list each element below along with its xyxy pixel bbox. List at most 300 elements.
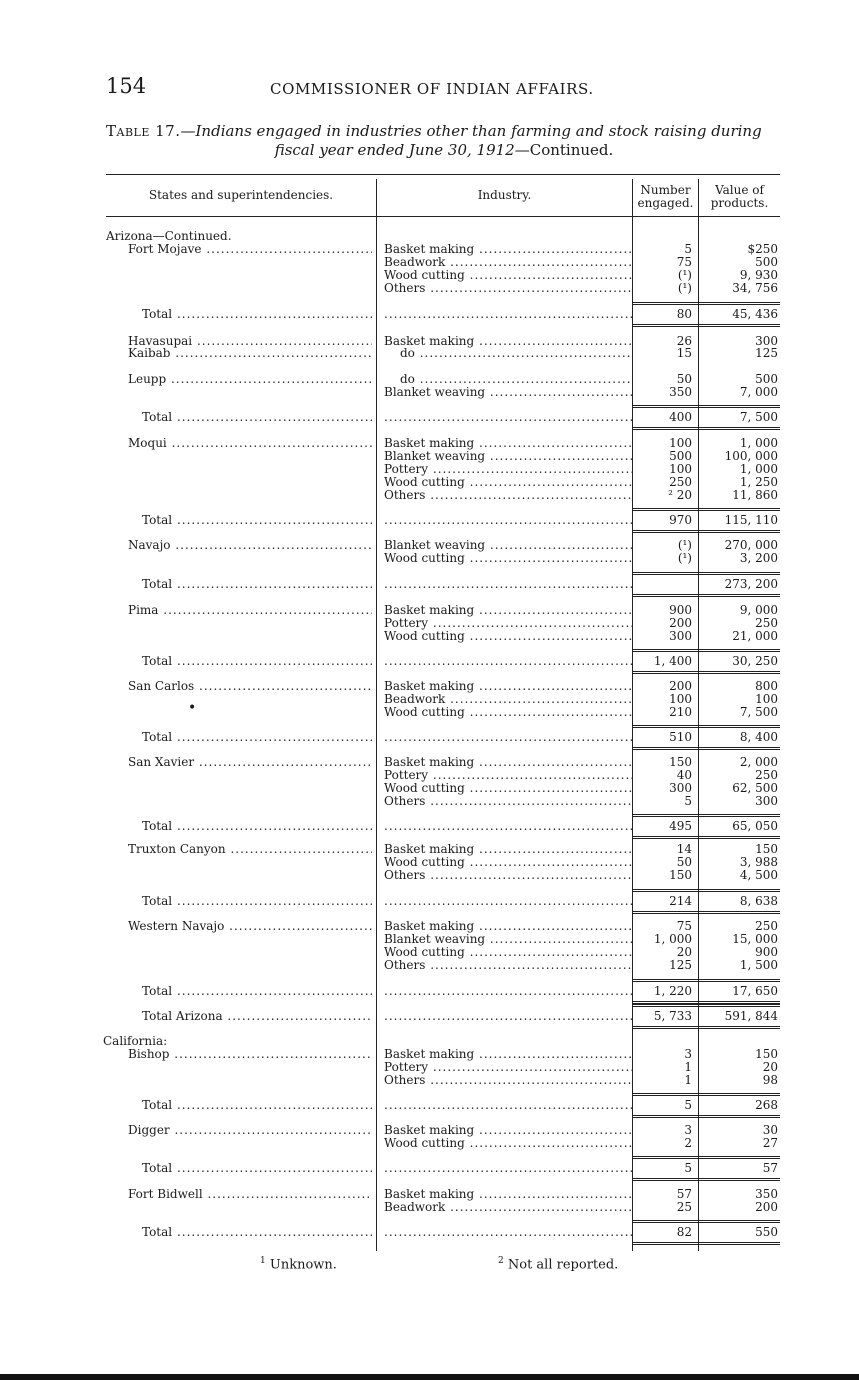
cell-number-engaged: 100 (669, 437, 692, 450)
cell-industry (384, 820, 632, 833)
cell-state: San Xavier ..... (128, 756, 372, 769)
cell-industry: Basket making ..... (384, 243, 632, 256)
table-row (0, 243, 859, 256)
total-double-rule (632, 1220, 780, 1221)
cell-value-of-products: 7, 500 (739, 411, 778, 424)
cell-number-engaged: 3 (684, 1124, 692, 1137)
cell-number-engaged: 200 (669, 617, 692, 630)
table-row (0, 959, 859, 972)
cell-industry: Basket making ..... (384, 335, 632, 348)
total-double-rule (632, 889, 780, 890)
footnote-1 (260, 1256, 337, 1272)
table-row (0, 769, 859, 782)
cell-industry: Wood cutting ..... (384, 269, 632, 282)
running-head: COMMISSIONER OF INDIAN AFFAIRS. (270, 80, 594, 98)
total-double-rule (632, 1004, 780, 1005)
cell-value-of-products: 2, 000 (739, 756, 778, 769)
cell-state: Total ..... (142, 411, 372, 424)
table-row (0, 843, 859, 856)
total-double-rule (632, 1242, 780, 1243)
table-row (0, 920, 859, 933)
table-row (0, 946, 859, 959)
cell-number-engaged: 25 (676, 1201, 692, 1214)
cell-value-of-products: 150 (755, 1048, 778, 1061)
cell-state: Total ..... (142, 1226, 372, 1239)
total-double-rule (632, 324, 780, 325)
cell-industry: Wood cutting ..... (384, 1137, 632, 1150)
table-row (0, 731, 859, 744)
cell-state: Western Navajo ..... (128, 920, 372, 933)
cell-value-of-products: 591, 844 (724, 1010, 778, 1023)
total-double-rule (632, 979, 780, 980)
cell-state: Total ..... (142, 514, 372, 527)
total-double-rule (632, 530, 780, 531)
cell-number-engaged: 14 (676, 843, 692, 856)
cell-industry: do ..... (400, 347, 632, 360)
cell-value-of-products: 115, 110 (724, 514, 778, 527)
total-double-rule (632, 1180, 780, 1181)
cell-industry (384, 985, 632, 998)
total-double-rule (632, 649, 780, 650)
total-double-rule (632, 510, 780, 511)
table-row (0, 411, 859, 424)
cell-number-engaged: 75 (676, 256, 692, 269)
cell-value-of-products: 200 (755, 1201, 778, 1214)
total-double-rule (632, 407, 780, 408)
table-row (0, 256, 859, 269)
cell-state: San Carlos ..... (128, 680, 372, 693)
total-double-rule (632, 838, 780, 839)
table-row (0, 706, 859, 719)
cell-value-of-products: 7, 500 (739, 706, 778, 719)
table-row (0, 552, 859, 565)
cell-industry: Wood cutting ..... (384, 946, 632, 959)
cell-number-engaged: 50 (676, 373, 692, 386)
cell-industry (384, 411, 632, 424)
cell-state: Total ..... (142, 895, 372, 908)
table-row (0, 269, 859, 282)
cell-number-engaged: 82 (676, 1226, 692, 1239)
cell-industry: Basket making ..... (384, 604, 632, 617)
cell-state: California: (103, 1035, 168, 1048)
table-row (0, 1099, 859, 1112)
cell-state: Fort Mojave ..... (128, 243, 372, 256)
cell-value-of-products: 8, 400 (739, 731, 778, 744)
total-double-rule (632, 1115, 780, 1116)
header-value-line2: products. (710, 196, 769, 210)
footnote-1-text: Unknown. (269, 1257, 337, 1273)
cell-number-engaged: 5 (684, 1162, 692, 1175)
cell-number-engaged: 75 (676, 920, 692, 933)
total-double-rule (632, 596, 780, 597)
total-double-rule (632, 727, 780, 728)
cell-value-of-products: 300 (755, 795, 778, 808)
table-row (0, 869, 859, 882)
cell-industry: Blanket weaving ..... (384, 386, 632, 399)
table-row (0, 373, 859, 386)
cell-state: Total ..... (142, 578, 372, 591)
cell-industry: Beadwork ..... (384, 256, 632, 269)
cell-value-of-products: 45, 436 (732, 308, 778, 321)
cell-industry (384, 308, 632, 321)
cell-value-of-products: 250 (755, 617, 778, 630)
cell-value-of-products: 9, 930 (739, 269, 778, 282)
cell-industry: Wood cutting ..... (384, 706, 632, 719)
cell-value-of-products: 550 (755, 1226, 778, 1239)
header-value-line1: Value of (715, 183, 764, 197)
cell-value-of-products: 15, 000 (732, 933, 778, 946)
table-row (0, 1074, 859, 1087)
caption-italic-line1: —Indians engaged in industries other than farming and stock raising during (180, 122, 762, 140)
cell-industry (384, 731, 632, 744)
total-double-rule (632, 911, 780, 912)
table-row (0, 795, 859, 808)
caption-suffix: —Continued. (514, 141, 614, 159)
cell-value-of-products: 500 (755, 256, 778, 269)
total-double-rule (632, 671, 780, 672)
total-double-rule (632, 1001, 780, 1002)
cell-number-engaged: 150 (669, 756, 692, 769)
table-row (0, 308, 859, 321)
table-row (0, 386, 859, 399)
cell-number-engaged: 500 (669, 450, 692, 463)
total-double-rule (632, 749, 780, 750)
cell-number-engaged: 100 (669, 693, 692, 706)
total-double-rule (632, 981, 780, 982)
cell-value-of-products: 9, 000 (739, 604, 778, 617)
total-double-rule (632, 1093, 780, 1094)
cell-value-of-products: 300 (755, 335, 778, 348)
cell-value-of-products: 1, 000 (739, 437, 778, 450)
cell-value-of-products: $250 (747, 243, 778, 256)
cell-value-of-products: 800 (755, 680, 778, 693)
cell-industry: Basket making ..... (384, 1048, 632, 1061)
total-double-rule (632, 891, 780, 892)
cell-value-of-products: 17, 650 (732, 985, 778, 998)
cell-industry: Pottery ..... (384, 463, 632, 476)
cell-number-engaged: 214 (669, 895, 692, 908)
cell-number-engaged: 5 (684, 1099, 692, 1112)
cell-number-engaged: 900 (669, 604, 692, 617)
cell-state: Total ..... (142, 820, 372, 833)
table-row (0, 820, 859, 833)
total-double-rule (632, 1026, 780, 1027)
table-row (0, 856, 859, 869)
total-double-rule (632, 1178, 780, 1179)
cell-state: Havasupai ..... (128, 335, 372, 348)
total-double-rule (632, 304, 780, 305)
table-row (0, 895, 859, 908)
table-row (0, 630, 859, 643)
cell-value-of-products: 34, 756 (732, 282, 778, 295)
header-number-line2: engaged. (637, 196, 694, 210)
cell-value-of-products: 65, 050 (732, 820, 778, 833)
table-row (0, 1201, 859, 1214)
cell-industry: Wood cutting ..... (384, 630, 632, 643)
cell-industry: Basket making ..... (384, 1124, 632, 1137)
total-double-rule (632, 326, 780, 327)
cell-state: Arizona—Continued. (106, 230, 232, 243)
table-row (0, 756, 859, 769)
header-bottom-rule (106, 216, 780, 217)
total-double-rule (632, 1244, 780, 1245)
cell-industry: Basket making ..... (384, 756, 632, 769)
cell-number-engaged: 50 (676, 856, 692, 869)
cell-state: Total ..... (142, 1099, 372, 1112)
total-double-rule (632, 816, 780, 817)
table-row (0, 693, 859, 706)
total-double-rule (632, 1006, 780, 1007)
stray-dot-mark: • (188, 700, 197, 716)
cell-value-of-products: 350 (755, 1188, 778, 1201)
cell-industry (384, 895, 632, 908)
table-row (0, 655, 859, 668)
cell-industry (384, 655, 632, 668)
table-row (0, 617, 859, 630)
cell-value-of-products: 270, 000 (724, 539, 778, 552)
cell-number-engaged: 2 (684, 1137, 692, 1150)
table-row (0, 1010, 859, 1023)
total-double-rule (632, 532, 780, 533)
table-row (0, 680, 859, 693)
cell-value-of-products: 57 (762, 1162, 778, 1175)
table-row (0, 476, 859, 489)
table-row (0, 463, 859, 476)
cell-value-of-products: 3, 200 (739, 552, 778, 565)
cell-number-engaged: 3 (684, 1048, 692, 1061)
cell-number-engaged: 125 (669, 959, 692, 972)
cell-value-of-products: 7, 000 (739, 386, 778, 399)
table-row (0, 489, 859, 502)
table-row (0, 514, 859, 527)
cell-number-engaged: (¹) (677, 282, 692, 295)
cell-value-of-products: 100, 000 (724, 450, 778, 463)
cell-industry: Others ..... (384, 959, 632, 972)
cell-value-of-products: 4, 500 (739, 869, 778, 882)
cell-state: Total ..... (142, 308, 372, 321)
cell-number-engaged: 80 (676, 308, 692, 321)
footnote-2 (498, 1256, 618, 1272)
cell-industry: Wood cutting ..... (384, 552, 632, 565)
cell-number-engaged: 5 (684, 795, 692, 808)
cell-industry: Others ..... (384, 489, 632, 502)
header-states: States and superintendencies. (148, 188, 334, 202)
cell-number-engaged: 1, 000 (653, 933, 692, 946)
total-double-rule (632, 427, 780, 428)
cell-industry: Basket making ..... (384, 1188, 632, 1201)
cell-number-engaged: 400 (669, 411, 692, 424)
footnote-1-mark: 1 (260, 1256, 266, 1266)
table-row (0, 1137, 859, 1150)
total-double-rule (632, 429, 780, 430)
cell-number-engaged: 40 (676, 769, 692, 782)
table-row (0, 450, 859, 463)
cell-number-engaged: 150 (669, 869, 692, 882)
cell-industry: Pottery ..... (384, 617, 632, 630)
cell-number-engaged: 250 (669, 476, 692, 489)
cell-value-of-products: 8, 638 (739, 895, 778, 908)
cell-number-engaged: 15 (676, 347, 692, 360)
cell-number-engaged: 1 (684, 1074, 692, 1087)
cell-value-of-products: 3, 988 (739, 856, 778, 869)
cell-state: Total ..... (142, 985, 372, 998)
total-double-rule (632, 508, 780, 509)
table-row (0, 1226, 859, 1239)
cell-value-of-products: 11, 860 (732, 489, 778, 502)
cell-value-of-products: 500 (755, 373, 778, 386)
cell-industry: Basket making ..... (384, 437, 632, 450)
cell-number-engaged: 20 (676, 946, 692, 959)
footnote-2-text: Not all reported. (507, 1257, 619, 1273)
table-row (0, 578, 859, 591)
total-double-rule (632, 1156, 780, 1157)
header-value (699, 184, 780, 210)
table-row (0, 1162, 859, 1175)
cell-number-engaged: 210 (669, 706, 692, 719)
cell-number-engaged: 1 (684, 1061, 692, 1074)
cell-value-of-products: 268 (755, 1099, 778, 1112)
page-number: 154 (106, 74, 147, 98)
total-double-rule (632, 747, 780, 748)
table-top-rule (106, 174, 780, 175)
total-double-rule (632, 302, 780, 303)
cell-industry: Pottery ..... (384, 769, 632, 782)
total-double-rule (632, 1095, 780, 1096)
cell-number-engaged: (¹) (677, 269, 692, 282)
cell-number-engaged: 5, 733 (653, 1010, 692, 1023)
cell-industry: Blanket weaving ..... (384, 933, 632, 946)
total-double-rule (632, 725, 780, 726)
cell-state: Pima ..... (128, 604, 372, 617)
cell-industry: Pottery ..... (384, 1061, 632, 1074)
cell-industry: do ..... (400, 373, 632, 386)
cell-industry (384, 514, 632, 527)
cell-state: Bishop ..... (128, 1048, 372, 1061)
cell-state: Navajo ..... (128, 539, 372, 552)
cell-value-of-products: 150 (755, 843, 778, 856)
cell-state: Total ..... (142, 731, 372, 744)
table-label: Table 17. (106, 122, 181, 140)
total-double-rule (632, 651, 780, 652)
cell-value-of-products: 250 (755, 769, 778, 782)
total-double-rule (632, 913, 780, 914)
total-double-rule (632, 405, 780, 406)
cell-state: Fort Bidwell ..... (128, 1188, 372, 1201)
cell-value-of-products: 900 (755, 946, 778, 959)
cell-number-engaged: 57 (676, 1188, 692, 1201)
table-row (0, 437, 859, 450)
cell-industry: Blanket weaving ..... (384, 450, 632, 463)
cell-industry (384, 578, 632, 591)
cell-value-of-products: 98 (762, 1074, 778, 1087)
cell-number-engaged: 495 (669, 820, 692, 833)
total-double-rule (632, 1028, 780, 1029)
total-double-rule (632, 574, 780, 575)
cell-state: Digger ..... (128, 1124, 372, 1137)
total-double-rule (632, 572, 780, 573)
cell-number-engaged: 100 (669, 463, 692, 476)
table-row (0, 282, 859, 295)
cell-value-of-products: 125 (755, 347, 778, 360)
cell-number-engaged: 5 (684, 243, 692, 256)
table-row (0, 604, 859, 617)
table-row (0, 539, 859, 552)
cell-number-engaged: 970 (669, 514, 692, 527)
cell-value-of-products: 1, 500 (739, 959, 778, 972)
cell-industry: Basket making ..... (384, 680, 632, 693)
cell-industry: Basket making ..... (384, 920, 632, 933)
footnote-2-mark: 2 (498, 1256, 504, 1266)
table-row (0, 1061, 859, 1074)
cell-industry (384, 1010, 632, 1023)
cell-value-of-products: 1, 250 (739, 476, 778, 489)
cell-number-engaged: 510 (669, 731, 692, 744)
cell-number-engaged: 350 (669, 386, 692, 399)
cell-industry: Blanket weaving ..... (384, 539, 632, 552)
table-row (0, 347, 859, 360)
cell-number-engaged: (¹) (677, 539, 692, 552)
cell-number-engaged: 1, 400 (653, 655, 692, 668)
cell-industry (384, 1099, 632, 1112)
cell-value-of-products: 30, 250 (732, 655, 778, 668)
header-number-line1: Number (640, 183, 691, 197)
cell-industry: Beadwork ..... (384, 693, 632, 706)
cell-value-of-products: 250 (755, 920, 778, 933)
cell-value-of-products: 273, 200 (724, 578, 778, 591)
cell-state: Leupp ..... (128, 373, 372, 386)
table-row (0, 1124, 859, 1137)
cell-number-engaged: 26 (676, 335, 692, 348)
cell-number-engaged: (¹) (677, 552, 692, 565)
cell-state: Total Arizona ..... (142, 1010, 372, 1023)
cell-value-of-products: 100 (755, 693, 778, 706)
total-double-rule (632, 594, 780, 595)
table-row (0, 1048, 859, 1061)
cell-industry (384, 1226, 632, 1239)
cell-number-engaged: 300 (669, 782, 692, 795)
table-row (0, 782, 859, 795)
cell-state: Kaibab ..... (128, 347, 372, 360)
total-double-rule (632, 1117, 780, 1118)
total-double-rule (632, 1158, 780, 1159)
cell-state: Truxton Canyon ..... (128, 843, 372, 856)
header-number (633, 184, 698, 210)
cell-value-of-products: 20 (762, 1061, 778, 1074)
table-row (0, 985, 859, 998)
cell-number-engaged: 200 (669, 680, 692, 693)
total-double-rule (632, 673, 780, 674)
cell-industry: Others ..... (384, 282, 632, 295)
cell-industry: Wood cutting ..... (384, 782, 632, 795)
total-double-rule (632, 814, 780, 815)
cell-value-of-products: 30 (762, 1124, 778, 1137)
cell-industry: Others ..... (384, 869, 632, 882)
cell-industry: Others ..... (384, 1074, 632, 1087)
cell-state: Total ..... (142, 655, 372, 668)
table-row (0, 1188, 859, 1201)
cell-state: Total ..... (142, 1162, 372, 1175)
cell-value-of-products: 62, 500 (732, 782, 778, 795)
table-row (0, 933, 859, 946)
total-double-rule (632, 836, 780, 837)
cell-value-of-products: 1, 000 (739, 463, 778, 476)
cell-industry: Others ..... (384, 795, 632, 808)
cell-value-of-products: 27 (762, 1137, 778, 1150)
total-double-rule (632, 1222, 780, 1223)
cell-value-of-products: 21, 000 (732, 630, 778, 643)
cell-number-engaged: 1, 220 (653, 985, 692, 998)
scan-bottom-edge (0, 1374, 859, 1380)
